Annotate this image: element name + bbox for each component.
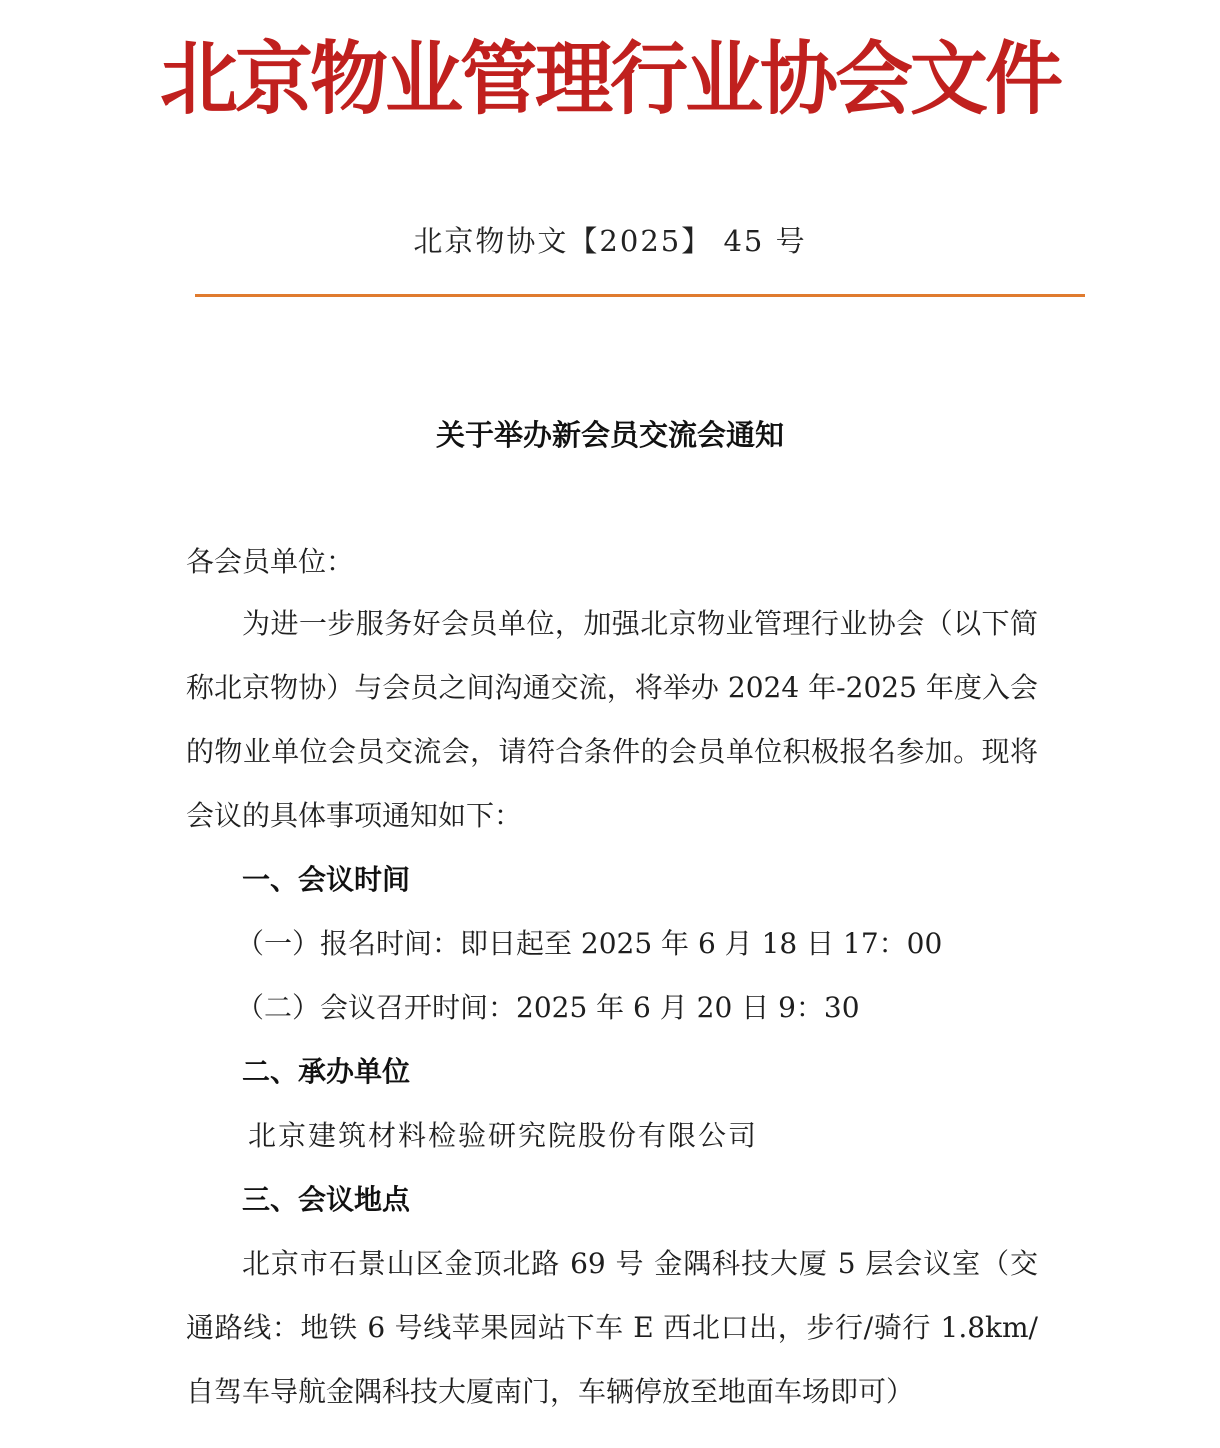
registration-time: （一）报名时间：即日起至 2025 年 6 月 18 日 17：00: [236, 927, 943, 960]
section-heading-location: 三、会议地点: [242, 1183, 411, 1216]
section-heading-meeting-time: 一、会议时间: [242, 863, 411, 896]
document-number: 北京物协文【2025】 45 号: [413, 224, 807, 258]
notice-title: 关于举办新会员交流会通知: [435, 418, 784, 452]
location-paragraph: 北京市石景山区金顶北路 69 号 金隅科技大厦 5 层会议室（交通路线：地铁 6 号线苹果园站下车 E 西北口出，步行/骑行 1.8km/自驾车导航金隅科技大厦南门，车辆停放至地面车场即可）: [186, 1247, 1038, 1408]
document-masthead: 北京物业管理行业协会文件: [159, 34, 1060, 126]
section-heading-organizer: 二、承办单位: [242, 1055, 411, 1088]
salutation: 各会员单位：: [186, 545, 355, 578]
organizer-name: 北京建筑材料检验研究院股份有限公司: [248, 1119, 759, 1152]
header-divider: [195, 294, 1085, 297]
intro-paragraph: 为进一步服务好会员单位，加强北京物业管理行业协会（以下简称北京物协）与会员之间沟通交流，将举办 2024 年-2025 年度入会的物业单位会员交流会，请符合条件的会员单位积极报名参加。现将会议的具体事项通知如下：: [186, 607, 1038, 832]
meeting-time: （二）会议召开时间：2025 年 6 月 20 日 9：30: [236, 991, 860, 1024]
